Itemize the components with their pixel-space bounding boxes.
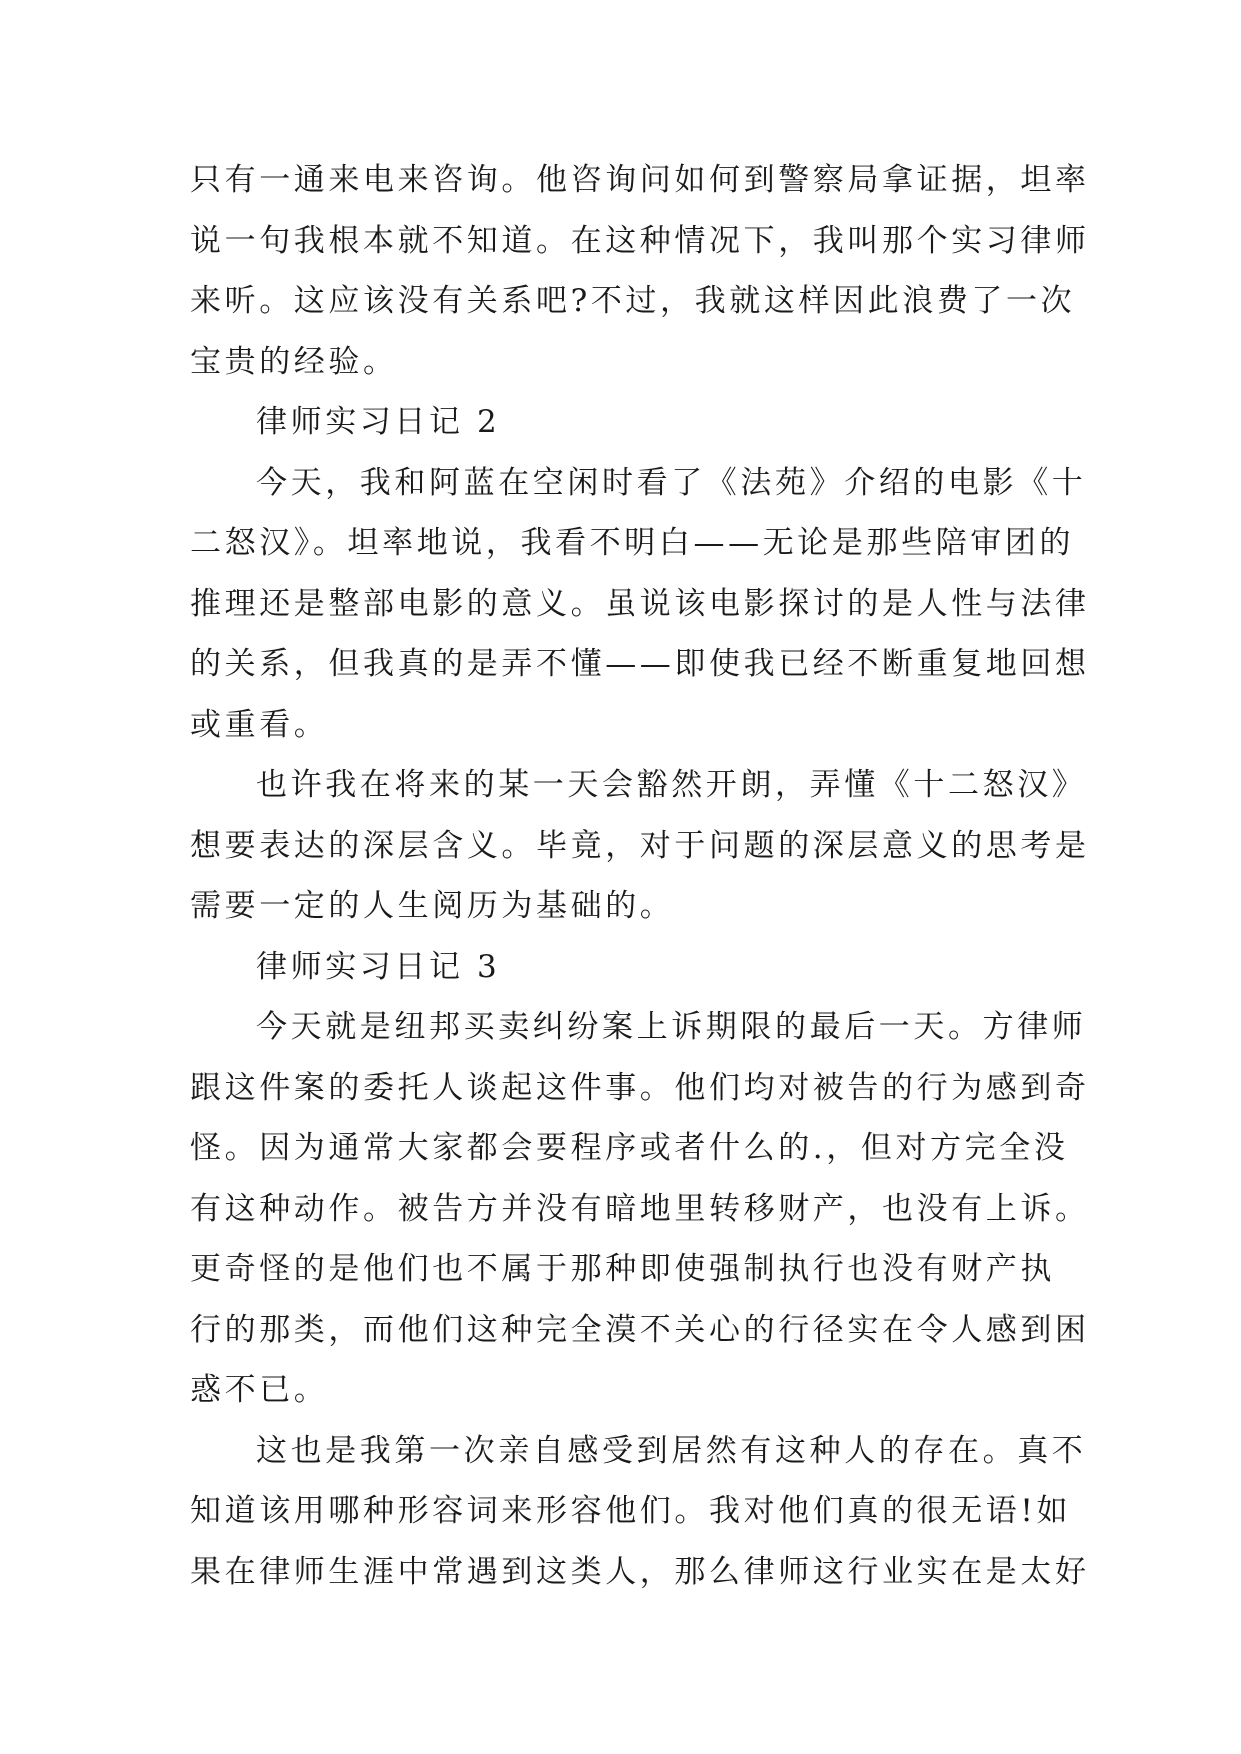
paragraph-line: 想要表达的深层含义。毕竟，对于问题的深层意义的思考是 xyxy=(190,827,1090,864)
paragraph-line: 更奇怪的是他们也不属于那种即使强制执行也没有财产执 xyxy=(190,1251,1055,1287)
paragraph-line: 推理还是整部电影的意义。虽说该电影探讨的是人性与法律 xyxy=(190,585,1090,622)
paragraph-line: 有这种动作。被告方并没有暗地里转移财产，也没有上诉。 xyxy=(190,1190,1090,1227)
paragraph-line: 二怒汉》。坦率地说，我看不明白——无论是那些陪审团的 xyxy=(190,525,1075,561)
paragraph-line: 说一句我根本就不知道。在这种情况下，我叫那个实习律师 xyxy=(190,222,1090,259)
section-heading: 律师实习日记 2 xyxy=(256,404,501,440)
paragraph-line: 只有一通来电来咨询。他咨询问如何到警察局拿证据，坦率 xyxy=(190,162,1090,198)
paragraph-line: 行的那类，而他们这种完全漠不关心的行径实在令人感到困 xyxy=(190,1311,1090,1348)
paragraph-line: 今天就是纽邦买卖纠纷案上诉期限的最后一天。方律师 xyxy=(256,1009,1087,1045)
paragraph-line: 来听。这应该没有关系吧?不过，我就这样因此浪费了一次 xyxy=(190,283,1076,319)
paragraph-line: 怪。因为通常大家都会要程序或者什么的.，但对方完全没 xyxy=(190,1130,1069,1166)
paragraph-line: 的关系，但我真的是弄不懂——即使我已经不断重复地回想 xyxy=(190,646,1090,682)
paragraph-line: 惑不已。 xyxy=(190,1372,329,1408)
section-heading: 律师实习日记 3 xyxy=(256,948,501,985)
paragraph-line: 或重看。 xyxy=(190,706,329,743)
paragraph-line: 知道该用哪种形容词来形容他们。我对他们真的很无语!如 xyxy=(190,1493,1072,1529)
paragraph-line: 果在律师生涯中常遇到这类人，那么律师这行业实在是太好 xyxy=(190,1553,1090,1590)
paragraph-line: 也许我在将来的某一天会豁然开朗，弄懂《十二怒汉》 xyxy=(256,767,1087,803)
paragraph-line: 跟这件案的委托人谈起这件事。他们均对被告的行为感到奇 xyxy=(190,1069,1090,1106)
paragraph-line: 宝贵的经验。 xyxy=(190,343,398,380)
document-page xyxy=(190,150,1090,1602)
paragraph-line: 今天，我和阿蓝在空闲时看了《法苑》介绍的电影《十 xyxy=(256,464,1087,501)
paragraph-line: 这也是我第一次亲自感受到居然有这种人的存在。真不 xyxy=(256,1432,1087,1469)
paragraph-line: 需要一定的人生阅历为基础的。 xyxy=(190,888,675,924)
